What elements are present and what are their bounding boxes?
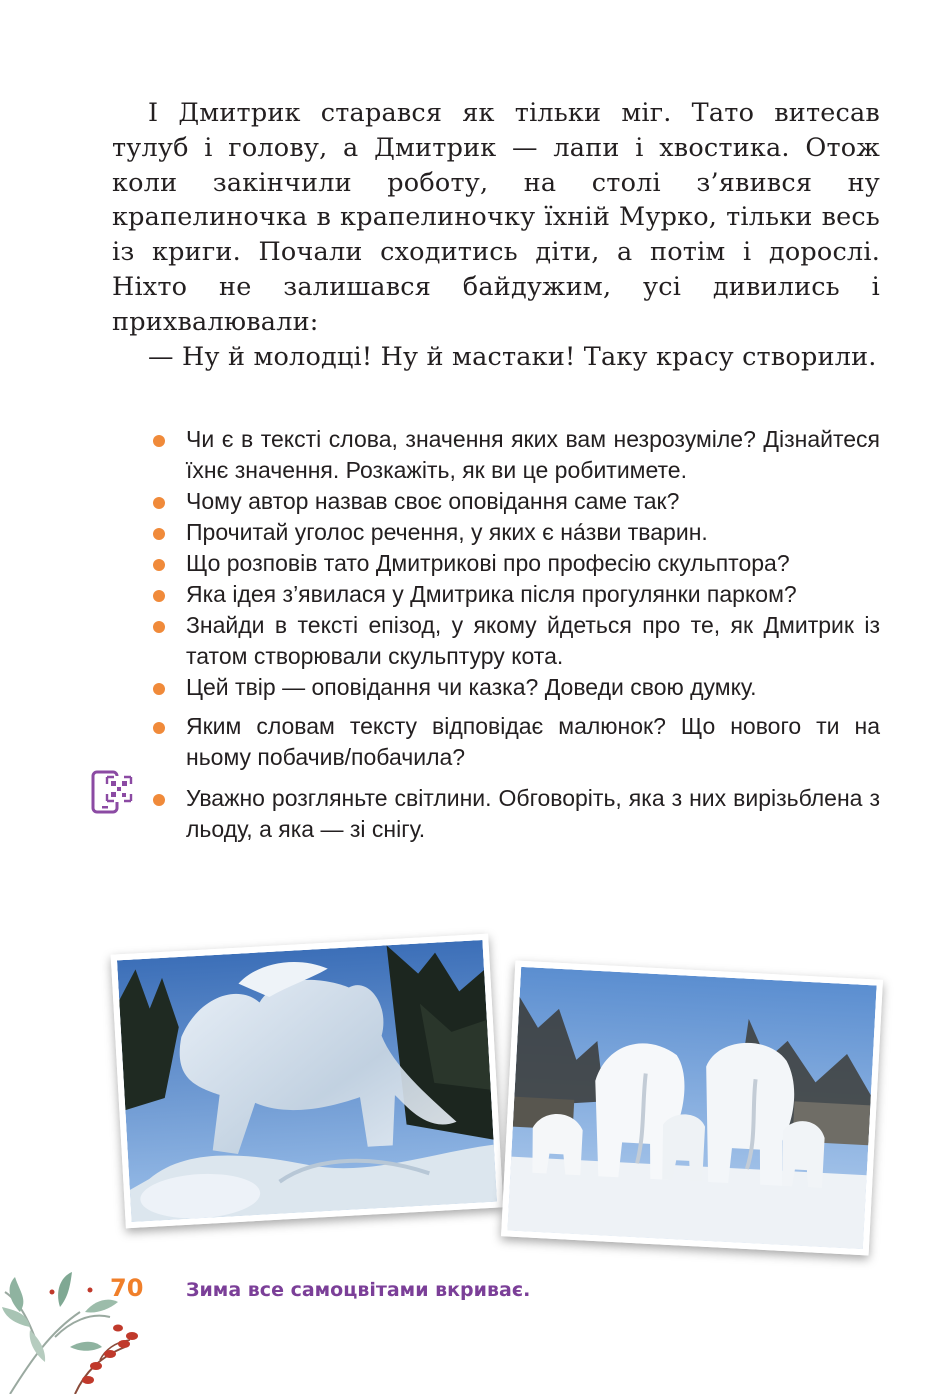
bullet-icon — [153, 590, 165, 602]
question-text: Уважно розгляньте світлини. Обговоріть, яка з них вирізьблена з льоду, а яка — зі снігу. — [186, 785, 880, 842]
bullet-icon — [153, 683, 165, 695]
list-item — [150, 424, 880, 486]
qr-code-phone-icon[interactable] — [90, 770, 136, 814]
list-item — [150, 517, 880, 548]
bullet-icon — [153, 722, 165, 734]
section-title: Зима все самоцвітами вкриває. — [186, 1279, 531, 1301]
question-text: Яким словам тексту відповідає малюнок? Що нового ти на ньому побачив/побачила? — [186, 713, 880, 770]
question-text: Чому автор назвав своє оповідання саме так? — [186, 488, 680, 514]
questions-list — [150, 424, 880, 845]
question-text: Знайди в тексті епізод, у якому йдеться про те, як Дмитрик із татом створювали скульптуру кота. — [186, 612, 880, 669]
question-text: Що розповів тато Дмитрикові про професію скульптора? — [186, 550, 790, 576]
list-item — [150, 672, 880, 703]
bullet-icon — [153, 528, 165, 540]
bullet-icon — [153, 621, 165, 633]
question-text: Чи є в тексті слова, значення яких вам незрозуміле? Дізнайтеся їхнє значення. Розкажіть, як ви це робитимете. — [186, 426, 880, 483]
list-item — [150, 548, 880, 579]
page-number: 70 — [110, 1274, 144, 1302]
list-item — [150, 610, 880, 672]
ice-horse-sculpture-photo — [111, 934, 504, 1229]
list-item — [150, 783, 880, 845]
list-item — [150, 711, 880, 773]
story-paragraph: — Ну й молодці! Ну й мастаки! Таку красу створили. — [148, 341, 877, 372]
list-item — [150, 579, 880, 610]
question-text: Прочитай уголос речення, у яких є на́зви тварин. — [186, 519, 708, 545]
story-text — [112, 96, 880, 374]
bullet-icon — [153, 497, 165, 509]
list-item — [150, 486, 880, 517]
question-text: Цей твір — оповідання чи казка? Доведи свою думку. — [186, 674, 757, 700]
bullet-icon — [153, 559, 165, 571]
snow-elephants-sculpture-photo — [501, 961, 883, 1256]
story-paragraph: І Дмитрик старався як тільки міг. Тато витесав тулуб і голову, а Дмитрик — лапи і хвостика. Отож коли закінчили роботу, на столі з’явився ну крапелиночка в крапелиночку їхній Мурко, тільки весь із криги. Почали сходитись діти, а потім і дорослі. Ніхто не залишався байдужим, усі дивились і прихвалювали: — [112, 98, 880, 337]
bullet-icon — [153, 435, 165, 447]
question-text: Яка ідея з’явилася у Дмитрика після прогулянки парком? — [186, 581, 797, 607]
bullet-icon — [153, 794, 165, 806]
